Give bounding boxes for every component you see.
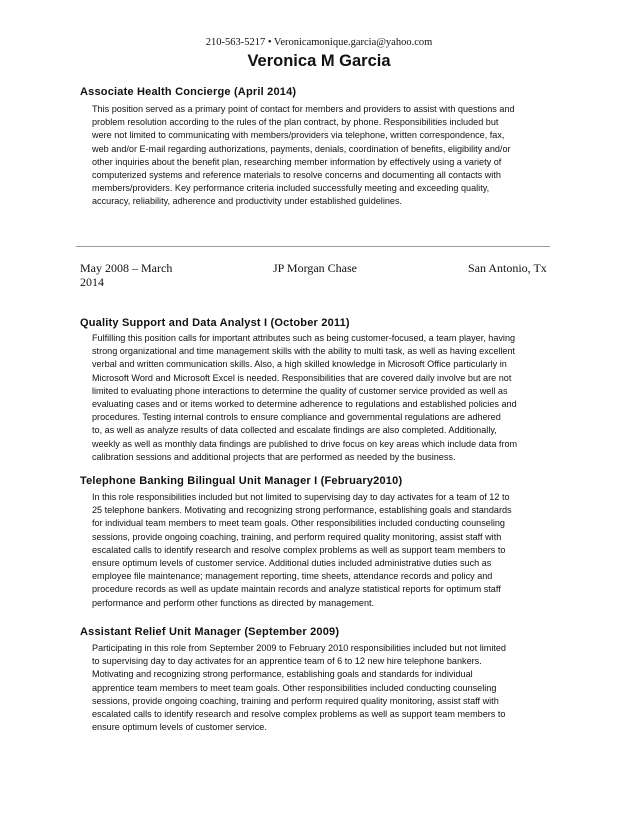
body-line: procedure records as well as update maintain records and analyze statistical reports for optimum staff [92, 584, 501, 595]
body-line: In this role responsibilities included but not limited to supervising day to day activates for a team of 12 to [92, 492, 510, 502]
body-line: Participating in this role from September 2009 to February 2010 responsibilities included but not limited [92, 643, 506, 653]
employment-location: San Antonio, Tx [468, 261, 547, 275]
body-line: calibration sessions and additional projects that are performed as needed by the business. [92, 451, 456, 462]
body-line: sessions, provide ongoing coaching, training, and perform required quality monitoring, assist staff with [92, 531, 502, 542]
body-line: escalated calls to identify research and resolve complex problems as well as support team members to [92, 709, 506, 720]
body-line: Motivating and recognizing strong performance, establishing goals and standards for individual [92, 669, 473, 680]
body-line: apprentice team members to meet team goals. Other responsibilities included conducting counseling [92, 682, 497, 693]
body-line: evaluating cases and or items worked to determine adherence to regulations and established policies and [92, 399, 517, 410]
section-body-telephone-banking-manager [92, 491, 552, 610]
body-line: problem resolution according to the rules of the plan contract, by phone. Responsibilities included but [92, 117, 499, 128]
body-line: ensure optimum levels of customer service. [92, 722, 267, 733]
body-line: employee file maintenance; management reporting, time sheets, attendance records and policy and [92, 571, 493, 582]
section-divider [76, 246, 550, 247]
section-heading-assistant-relief-manager: Assistant Relief Unit Manager (September 2009) [80, 626, 340, 638]
section-body-associate-health-concierge [92, 103, 552, 209]
body-line: performance and perform other functions as directed by management. [92, 597, 375, 608]
body-line: procedures. Testing internal controls to ensure compliance and governmental regulations are adhered [92, 412, 501, 423]
candidate-name: Veronica M Garcia [247, 52, 391, 70]
section-heading-telephone-banking-manager: Telephone Banking Bilingual Unit Manager I (February2010) [80, 475, 403, 487]
body-line: 25 telephone bankers. Motivating and recognizing strong performance, establishing goals and standards [92, 505, 512, 516]
section-body-assistant-relief-manager [92, 642, 552, 734]
body-line: Microsoft Word and Microsoft Excel is needed. Responsibilities that are covered daily involve but are not [92, 372, 512, 383]
body-line: computerized systems and reference materials to resolve concerns and documenting all contacts with [92, 170, 501, 181]
body-line: other inquiries about the benefit plan, researching member information by effectively using a variety of [92, 156, 502, 167]
section-body-quality-support-analyst [92, 332, 552, 464]
body-line: escalated calls to identify research and resolve complex problems as well as support team members to [92, 544, 506, 555]
body-line: members/providers. Key performance criteria included successfully meeting and exceeding quality, [92, 183, 490, 194]
body-line: This position served as a primary point of contact for members and providers to assist with questions and [92, 104, 515, 114]
body-line: were not limited to communicating with members/providers via telephone, written correspondence, fax, [92, 130, 505, 141]
body-line: weekly as well as monthly data findings are published to drive focus on key areas which include data from [92, 438, 518, 449]
body-line: accuracy, reliability, adherence and productivity under established guidelines. [92, 196, 403, 207]
contact-line: 210-563-5217 • Veronicamonique.garcia@yahoo.com [205, 37, 433, 48]
body-line: ensure optimum levels of customer service. Additional duties included administrative duties such as [92, 558, 492, 569]
body-line: Fulfilling this position calls for important attributes such as being customer-focused, a team player, having [92, 333, 516, 343]
section-heading-quality-support-analyst: Quality Support and Data Analyst I (October 2011) [80, 317, 350, 329]
body-line: verbal and written communication skills. Also, a high skilled knowledge in Microsoft Office particularly in [92, 359, 507, 370]
employer-name: JP Morgan Chase [273, 261, 357, 275]
body-line: sessions, provide ongoing coaching, training and perform required quality monitoring, assist staff with [92, 695, 499, 706]
body-line: web and/or E-mail regarding authorizations, payments, denials, coordination of benefits, eligibility and/or [92, 143, 511, 154]
body-line: for individual team members to meet team goals. Other responsibilities included conducting counseling [92, 518, 505, 529]
body-line: to supervising day to day activates for an apprentice team of 6 to 12 new hire telephone bankers. [92, 656, 482, 667]
body-line: strong organizational and time management skills with the ability to multi task, as well as having excellent [92, 346, 516, 357]
body-line: to, as well as analyze results of data collected and escalate findings are also completed. Additionally, [92, 425, 497, 436]
section-heading-associate-health-concierge: Associate Health Concierge (April 2014) [80, 86, 297, 98]
body-line: limited to evaluating phone interactions to determine the quality of customer service provided as well as [92, 385, 508, 396]
employment-dates: May 2008 – March 2014 [80, 261, 173, 289]
